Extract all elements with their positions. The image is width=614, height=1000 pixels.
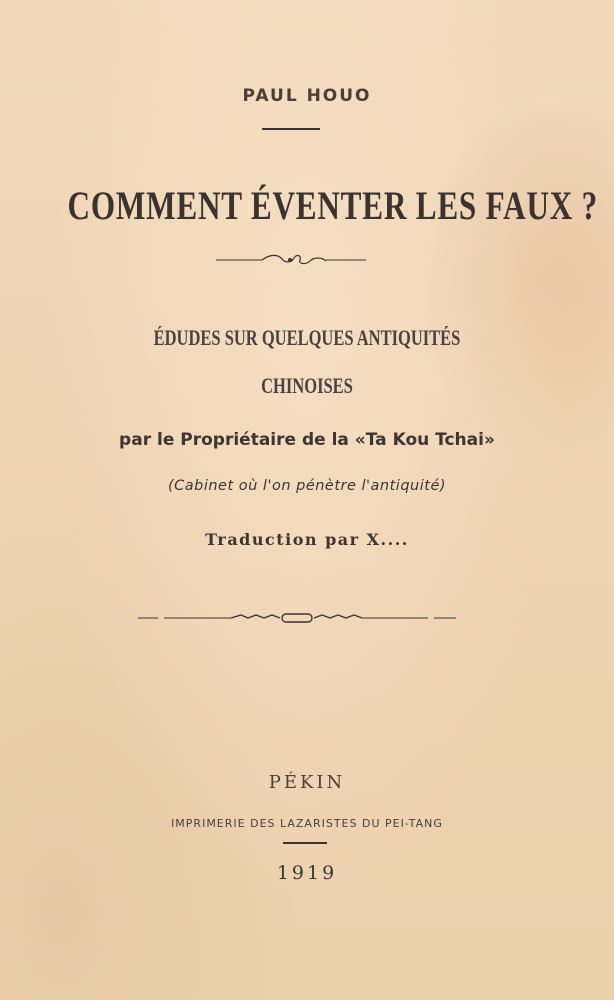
subtitle-line-1: ÉDUDES SUR QUELQUES ANTIQUITÉS	[153, 325, 461, 350]
imprint-rule	[283, 842, 327, 844]
imprint-city: PÉKIN	[268, 772, 346, 793]
subtitle-line-2: CHINOISES	[261, 373, 353, 398]
author-rule	[262, 128, 320, 130]
imprint-printer: IMPRIMERIE DES LAZARISTES DU PEI-TANG	[171, 817, 443, 830]
book-title: COMMENT ÉVENTER LES FAUX ?	[67, 183, 599, 228]
imprint-year: 1919	[276, 862, 338, 884]
cabinet-note: (Cabinet où l'on pénètre l'antiquité)	[167, 478, 447, 494]
byline: par le Propriétaire de la «Ta Kou Tchai»	[119, 430, 495, 450]
ornament-divider-top	[210, 252, 370, 268]
ornament-divider-bottom	[136, 610, 458, 626]
author-name: PAUL HOUO	[242, 86, 372, 106]
translation-credit: Traduction par X....	[205, 530, 409, 549]
